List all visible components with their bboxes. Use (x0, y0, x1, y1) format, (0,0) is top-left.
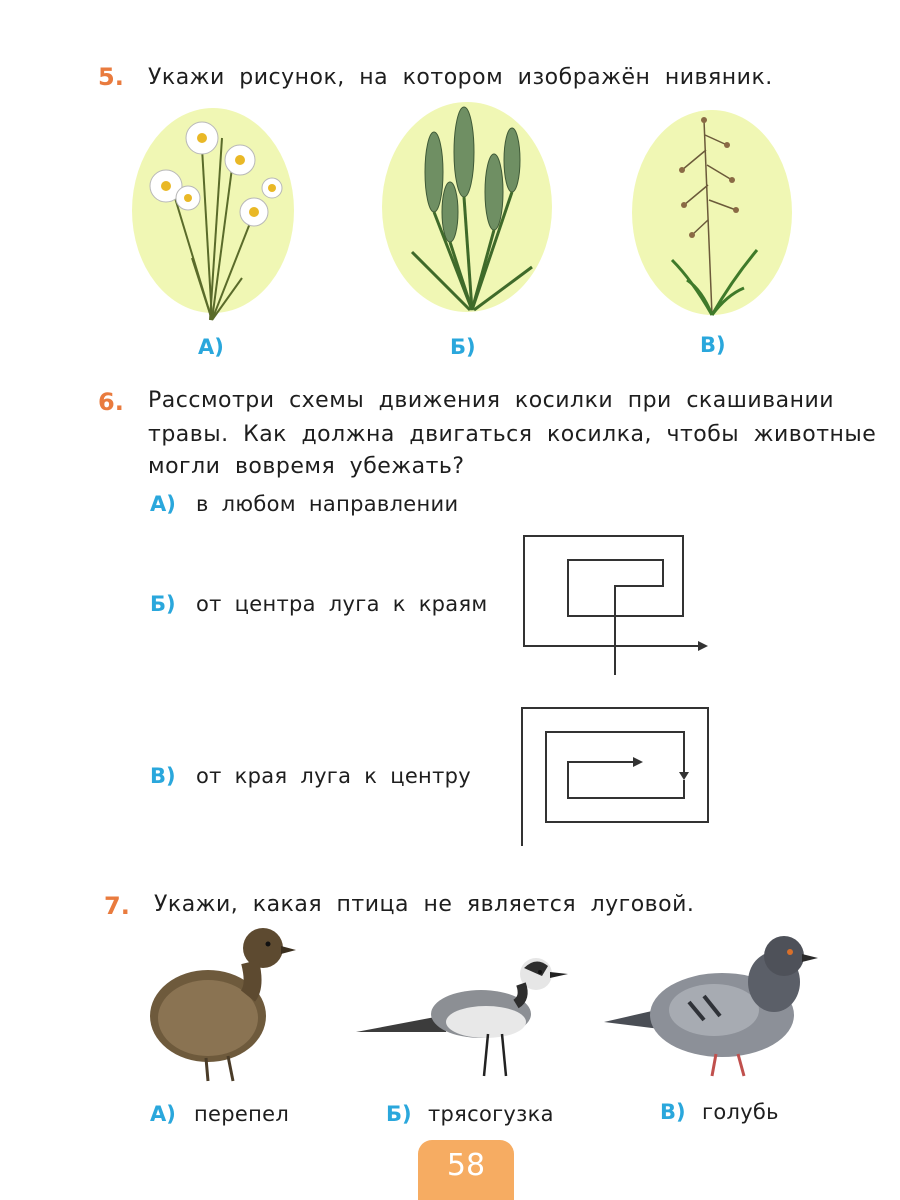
question-7-text: Укажи, какая птица не является луговой. (154, 892, 695, 917)
wagtail-icon (356, 954, 576, 1084)
page-number: 58 (418, 1140, 514, 1200)
question-6-text-line-2: травы. Как должна двигаться косилка, чтобы животные (148, 422, 877, 447)
option-7b-label[interactable]: Б) (386, 1102, 412, 1126)
option-5a-image[interactable] (132, 108, 294, 323)
question-5-text: Укажи рисунок, на котором изображён нивяник. (148, 65, 773, 90)
option-7a-text: перепел (194, 1102, 290, 1126)
option-5a-label[interactable]: А) (198, 335, 224, 359)
meadow-grass-icon (632, 110, 792, 320)
option-7a-label[interactable]: А) (150, 1102, 176, 1126)
question-5-number: 5. (98, 63, 124, 91)
option-6c-label[interactable]: В) (150, 764, 176, 788)
timothy-grass-icon (382, 102, 552, 317)
question-6-text-line-1: Рассмотри схемы движения косилки при скашивании (148, 388, 835, 413)
option-6b-label[interactable]: Б) (150, 592, 176, 616)
option-6c-text: от края луга к центру (196, 764, 471, 788)
mowing-scheme-center-to-edges (518, 530, 718, 680)
question-6-number: 6. (98, 388, 124, 416)
option-7b-text: трясогузка (428, 1102, 554, 1126)
option-6a-text: в любом направлении (196, 492, 459, 516)
option-5b-image[interactable] (382, 102, 552, 317)
pigeon-icon (604, 930, 824, 1080)
question-6-text-line-3: могли вовремя убежать? (148, 454, 465, 479)
mowing-scheme-edge-to-center (518, 700, 718, 850)
option-7c-label[interactable]: В) (660, 1100, 686, 1124)
option-6a-label[interactable]: А) (150, 492, 176, 516)
question-7-number: 7. (104, 892, 130, 920)
option-7c-text: голубь (702, 1100, 779, 1124)
option-5c-label[interactable]: В) (700, 333, 726, 357)
quail-icon (138, 926, 298, 1086)
option-5c-image[interactable] (632, 110, 792, 320)
option-5b-label[interactable]: Б) (450, 335, 476, 359)
daisy-flowers-icon (132, 108, 294, 323)
option-6b-text: от центра луга к краям (196, 592, 488, 616)
